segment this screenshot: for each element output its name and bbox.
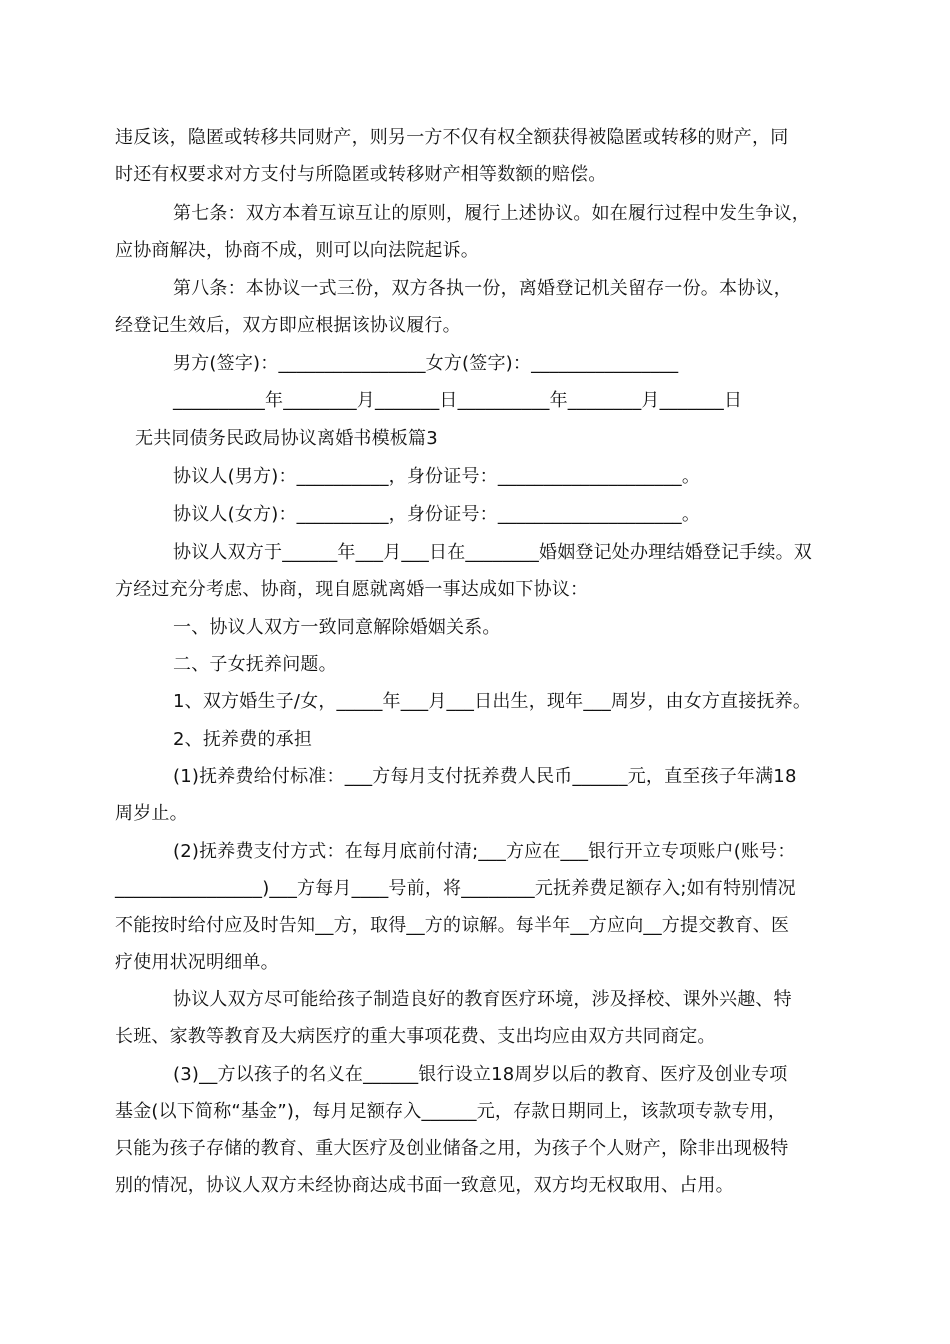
clause-line: (2)抚养费支付方式：在每月底前付清;___方应在___银行开立专项账户(账号：: [173, 841, 796, 862]
paragraph-line: 经登记生效后，双方即应根据该协议履行。: [115, 315, 461, 336]
clause-line: 1、双方婚生子/女，_____年___月___日出生，现年___周岁，由女方直接抚养。: [173, 691, 812, 712]
paragraph-line: 应协商解决，协商不成，则可以向法院起诉。: [115, 240, 479, 261]
paragraph-line: 协议人双方尽可能给孩子制造良好的教育医疗环境，涉及择校、课外兴趣、特: [173, 989, 792, 1010]
paragraph-line: 协议人双方于______年___月___日在________婚姻登记处办理结婚登记手续。双: [173, 542, 812, 563]
clause-line: 周岁止。: [115, 803, 188, 824]
paragraph-line: 违反该，隐匿或转移共同财产，则另一方不仅有权全额获得被隐匿或转移的财产，同: [115, 127, 789, 148]
clause-line: 2、抚养费的承担: [173, 729, 313, 750]
section-title: 无共同债务民政局协议离婚书模板篇3: [135, 428, 438, 449]
clause-line: ________________)___方每月____号前，将________元抚养费足额存入;如有特别情况: [115, 878, 796, 899]
clause-line: (1)抚养费给付标准：___方每月支付抚养费人民币______元，直至孩子年满18: [173, 766, 797, 787]
paragraph-line: 时还有权要求对方支付与所隐匿或转移财产相等数额的赔偿。: [115, 164, 607, 185]
clause-line: 别的情况，协议人双方未经协商达成书面一致意见，双方均无权取用、占用。: [115, 1175, 734, 1196]
clause-line: (3)__方以孩子的名义在______银行设立18周岁以后的教育、医疗及创业专项: [173, 1064, 788, 1085]
clause-line: 只能为孩子存储的教育、重大医疗及创业储备之用，为孩子个人财产，除非出现极特: [115, 1138, 789, 1159]
paragraph-line: 方经过充分考虑、协商，现自愿就离婚一事达成如下协议：: [115, 579, 589, 600]
clause-line: 疗使用状况明细单。: [115, 952, 279, 973]
date-line: __________年________月_______日__________年________月_______日: [173, 390, 743, 411]
party-line: 协议人(男方)：__________，身份证号：____________________。: [173, 466, 701, 487]
party-line: 协议人(女方)：__________，身份证号：____________________。: [173, 504, 701, 525]
paragraph-line: 第七条：双方本着互谅互让的原则，履行上述协议。如在履行过程中发生争议，: [173, 203, 810, 224]
clause-line: 一、协议人双方一致同意解除婚姻关系。: [173, 617, 501, 638]
paragraph-line: 第八条：本协议一式三份，双方各执一份，离婚登记机关留存一份。本协议，: [173, 278, 792, 299]
paragraph-line: 长班、家教等教育及大病医疗的重大事项花费、支出均应由双方共同商定。: [115, 1026, 716, 1047]
clause-line: 二、子女抚养问题。: [173, 654, 337, 675]
signature-line: 男方(签字)：________________女方(签字)：________________: [173, 353, 679, 374]
clause-line: 基金(以下简称“基金”)，每月足额存入______元，存款日期同上，该款项专款专用，: [115, 1101, 787, 1122]
clause-line: 不能按时给付应及时告知__方，取得__方的谅解。每半年__方应向__方提交教育、医: [115, 915, 790, 936]
